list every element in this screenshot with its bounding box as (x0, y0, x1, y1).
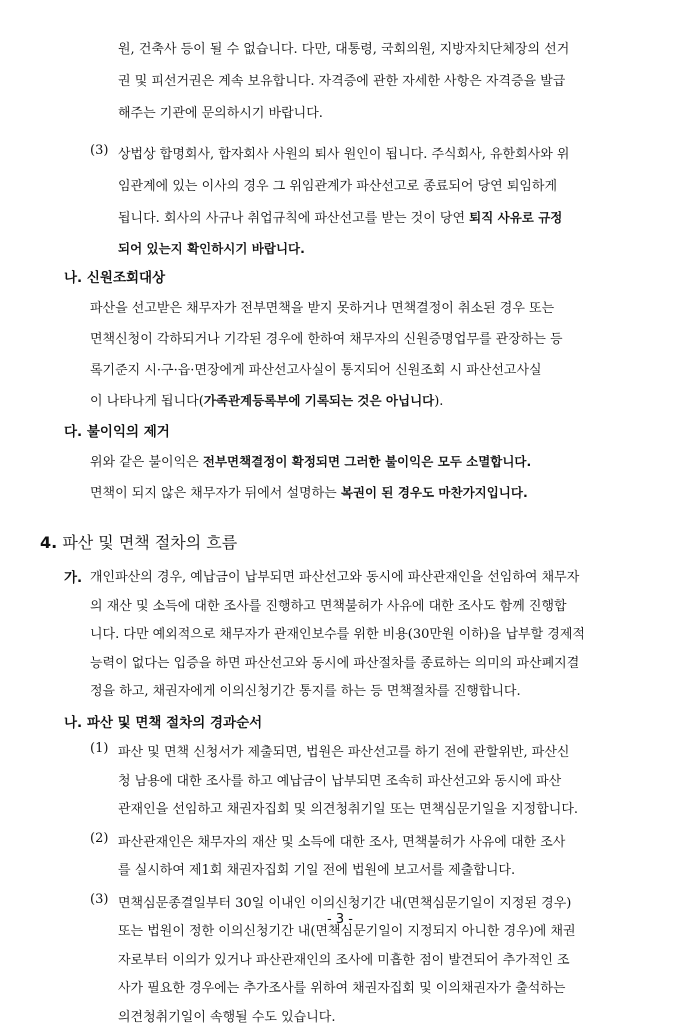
page-number: - 3 - (327, 912, 353, 927)
paragraph-line (90, 482, 528, 501)
paragraph-line: 능력이 없다는 입증을 하면 파산선고와 동시에 파산절차를 종료하는 의미의 파산폐지결 (90, 655, 580, 671)
paragraph-line: 를 실시하여 제1회 채권자집회 기일 전에 법원에 보고서를 제출합니다. (118, 863, 516, 878)
section-title: 파산 및 면책 절차의 흐름 (62, 533, 238, 552)
bold-text: 전부면책결정이 확정되면 그러한 불이익은 모두 소멸합니다. (202, 454, 532, 469)
bold-text: 복권이 된 경우도 마찬가지입니다. (340, 485, 528, 500)
paragraph-line: 니다. 다만 예외적으로 채무자가 관재인보수를 위한 비용(30만원 이하)을 납부할 경제적 (90, 627, 585, 642)
paragraph-line: 사가 필요한 경우에는 추가조사를 위하여 채권자집회 및 이의채권자가 출석하는 (118, 981, 566, 996)
paragraph-line: 권 및 피선거권은 계속 보유합니다. 자격증에 관한 자세한 사항은 자격증을 발급 (118, 74, 566, 89)
plain-text: ). (434, 394, 444, 409)
plain-text: 면책이 되지 않은 채무자가 뒤에서 설명하는 (90, 486, 341, 501)
item-number: (3) (90, 143, 109, 158)
item-number: (2) (90, 830, 109, 846)
paragraph-line (90, 451, 531, 470)
paragraph-line (118, 207, 562, 226)
paragraph-line: 록기준지 시·구·읍·면장에게 파산선고사실이 통지되어 신원조회 시 파산선고사실 (90, 363, 542, 378)
bold-text: 퇴직 사유로 규정 (469, 210, 563, 225)
paragraph-line: 원, 건축사 등이 될 수 없습니다. 다만, 대통령, 국회의원, 지방자치단체장의 선거 (118, 42, 570, 57)
subsection-heading: 나. 신원조회대상 (64, 270, 166, 286)
paragraph-line: 파산관재인은 채무자의 재산 및 소득에 대한 조사, 면책불허가 사유에 대한 조사 (118, 834, 566, 850)
item-number: (1) (90, 741, 109, 756)
paragraph-line: 면책신청이 각하되거나 기각된 경우에 한하여 채무자의 신원증명업무를 관장하는 등 (90, 332, 563, 347)
paragraph-line: 청 남용에 대한 조사를 하고 예납금이 납부되면 조속히 파산선고와 동시에 파산 (118, 773, 562, 789)
paragraph-line: 임관계에 있는 이사의 경우 그 위임관계가 파산선고로 종료되어 당연 퇴임하게 (118, 179, 558, 194)
paragraph-line: 개인파산의 경우, 예납금이 납부되면 파산선고와 동시에 파산관재인을 선임하여 채무자 (90, 570, 580, 585)
subsection-heading-na: 나. 파산 및 면책 절차의 경과순서 (64, 714, 263, 731)
paragraph-line: 해주는 기관에 문의하시기 바랍니다. (118, 106, 323, 121)
bold-text: 가족관계등록부에 기록되는 것은 아닙니다 (203, 393, 435, 408)
item-number: (3) (90, 891, 109, 907)
plain-text: 위와 같은 불이익은 (90, 455, 203, 470)
paragraph-line (118, 239, 305, 257)
plain-text: 이 나타나게 됩니다( (90, 394, 204, 409)
section-heading (40, 530, 237, 553)
paragraph-line: 자로부터 이의가 있거나 파산관재인의 조사에 미흡한 점이 발견되어 추가적인 조 (118, 952, 570, 968)
paragraph-line: 또는 법원이 정한 이의신청기간 내(면책심문기일이 지정되지 아니한 경우)에 채권 (118, 924, 576, 939)
paragraph-line: 파산을 선고받은 채무자가 전부면책을 받지 못하거나 면책결정이 취소된 경우 또는 (90, 301, 555, 316)
paragraph-line: 파산 및 면책 신청서가 제출되면, 법원은 파산선고를 하기 전에 관할위반, 파산신 (118, 745, 570, 760)
paragraph-line: 의 재산 및 소득에 대한 조사를 진행하고 면책불허가 사유에 대한 조사도 함께 진행합 (90, 598, 567, 614)
paragraph-line: 관재인을 선임하고 채권자집회 및 의견청취기일 또는 면책심문기일을 지정합니다. (118, 802, 579, 817)
bold-text: 되어 있는지 확인하시기 바랍니다. (118, 241, 305, 256)
section-number: 4. (40, 533, 58, 552)
subsection-label: 가. (64, 570, 83, 586)
paragraph-line: 면책심문종결일부터 30일 이내인 이의신청기간 내(면책심문기일이 지정된 경우) (118, 895, 572, 911)
plain-text: 됩니다. 회사의 사규나 취업규칙에 파산선고를 받는 것이 당연 (118, 211, 470, 226)
paragraph-line: 상법상 합명회사, 합자회사 사원의 퇴사 원인이 됩니다. 주식회사, 유한회사와 위 (118, 147, 570, 162)
paragraph-line: 정을 하고, 채권자에게 이의신청기간 통지를 하는 등 면책절차를 진행합니다. (90, 684, 521, 699)
paragraph-line (90, 390, 443, 409)
paragraph-line: 의견청취기일이 속행될 수도 있습니다. (118, 1009, 336, 1025)
subsection-heading: 다. 불이익의 제거 (64, 424, 170, 440)
